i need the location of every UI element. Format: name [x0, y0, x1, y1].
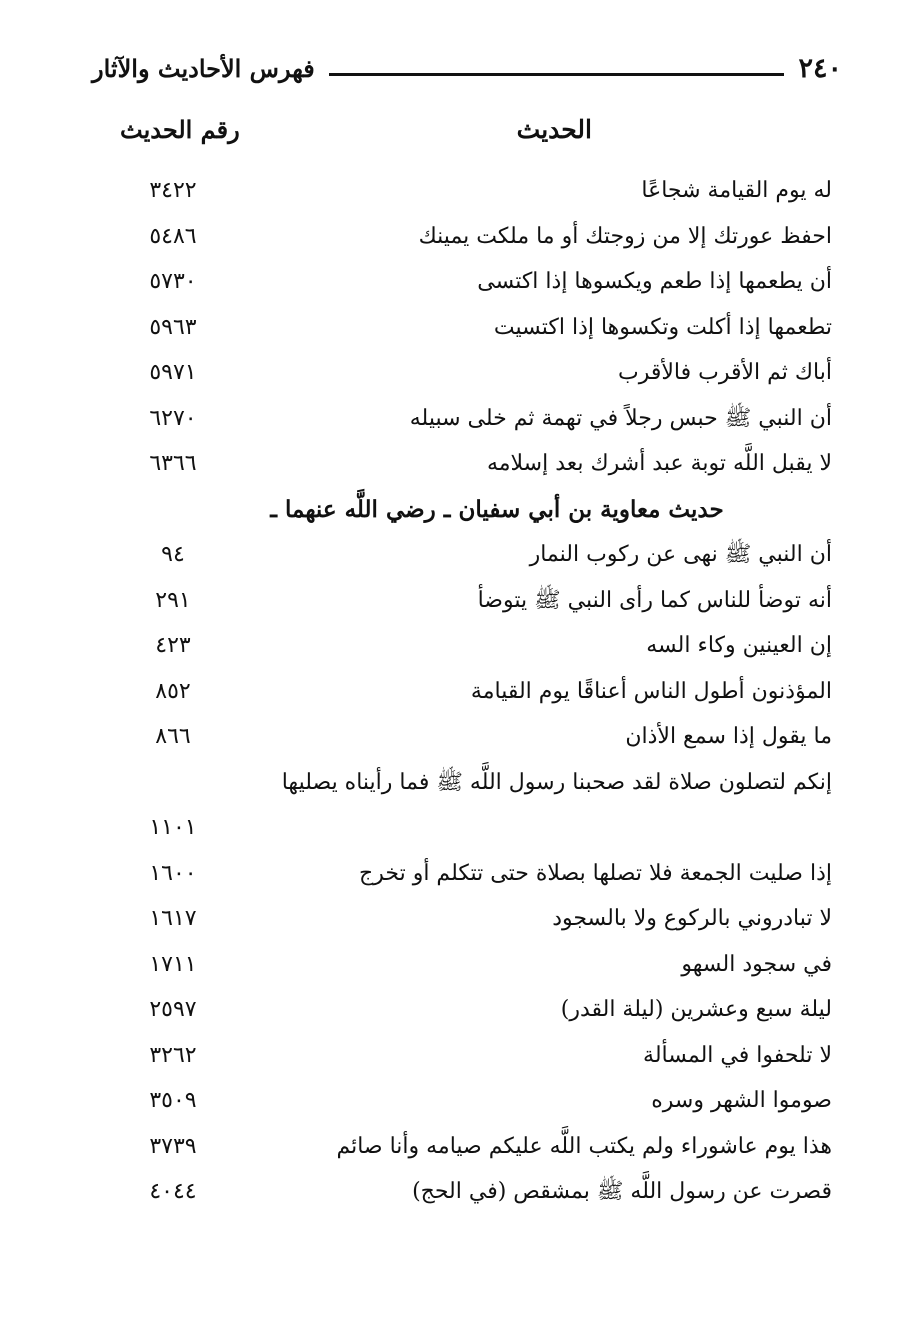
list-item — [92, 1033, 842, 1079]
hadith-number: ١٦٠٠ — [149, 860, 197, 886]
list-item — [92, 214, 842, 260]
hadith-number: ٥٧٣٠ — [149, 269, 197, 294]
list-item — [92, 259, 842, 305]
hadith-text: لا تلحفوا في المسألة — [643, 1042, 832, 1068]
hadith-text: صوموا الشهر وسره — [651, 1088, 832, 1113]
hadith-text: في سجود السهو — [681, 951, 832, 977]
hadith-text: ما يقول إذا سمع الأذان — [625, 724, 832, 749]
list-item — [92, 168, 842, 214]
hadith-text: أن يطعمها إذا طعم ويكسوها إذا اكتسى — [477, 269, 832, 294]
hadith-index-list — [92, 168, 842, 1215]
hadith-text: أن النبي ﷺ حبس رجلاً في تهمة ثم خلى سبيله — [409, 405, 832, 431]
list-item — [92, 942, 842, 988]
hadith-text: أنه توضأ للناس كما رأى النبي ﷺ يتوضأ — [477, 587, 832, 613]
hadith-number: ٢٩١ — [155, 587, 191, 613]
list-item — [92, 532, 842, 578]
hadith-text: له يوم القيامة شجاعًا — [641, 178, 832, 203]
column-heading-hadith: الحديث — [516, 115, 592, 144]
hadith-number: ٦٣٦٦ — [149, 451, 197, 476]
list-item — [92, 396, 842, 442]
hadith-number: ٣٤٢٢ — [149, 178, 197, 203]
hadith-number: ١١٠١ — [149, 815, 197, 840]
hadith-number: ٣٧٣٩ — [149, 1133, 197, 1159]
hadith-text: ليلة سبع وعشرين (ليلة القدر) — [560, 997, 832, 1022]
hadith-number: ٨٦٦ — [155, 724, 191, 749]
hadith-number: ٦٢٧٠ — [149, 405, 197, 431]
hadith-number: ٥٩٧١ — [149, 360, 197, 385]
hadith-number: ١٦١٧ — [149, 906, 197, 931]
hadith-text: لا تبادروني بالركوع ولا بالسجود — [552, 906, 832, 931]
list-item — [92, 714, 842, 760]
hadith-text: تطعمها إذا أكلت وتكسوها إذا اكتسيت — [493, 314, 832, 340]
running-title: فهرس الأحاديث والآثار — [92, 53, 315, 83]
list-item — [92, 1169, 842, 1215]
list-item — [92, 1124, 842, 1170]
hadith-number: ٤٠٤٤ — [149, 1179, 197, 1204]
list-item — [92, 623, 842, 669]
hadith-text: احفظ عورتك إلا من زوجتك أو ما ملكت يمينك — [418, 223, 832, 249]
hadith-number: ٩٤ — [161, 542, 185, 567]
list-item — [92, 1078, 842, 1124]
hadith-text: أن النبي ﷺ نهى عن ركوب النمار — [529, 542, 832, 567]
list-item — [92, 760, 842, 851]
column-heading-number: رقم الحديث — [120, 115, 240, 144]
hadith-text: إن العينين وكاء السه — [646, 633, 832, 658]
hadith-number: ٥٩٦٣ — [149, 314, 197, 340]
hadith-number: ٣٢٦٢ — [149, 1042, 197, 1068]
hadith-text: إذا صليت الجمعة فلا تصلها بصلاة حتى تتكلم أو تخرج — [359, 860, 832, 886]
list-item — [92, 896, 842, 942]
section-title: حديث معاوية بن أبي سفيان ـ رضي اللَّه عنهما ـ — [270, 495, 724, 523]
list-item — [92, 987, 842, 1033]
hadith-number: ٨٥٢ — [155, 678, 191, 704]
hadith-text: المؤذنون أطول الناس أعناقًا يوم القيامة — [470, 678, 832, 704]
hadith-number: ٥٤٨٦ — [149, 223, 197, 249]
list-item — [92, 851, 842, 897]
hadith-text: لا يقبل اللَّه توبة عبد أشرك بعد إسلامه — [486, 451, 832, 476]
list-item — [92, 350, 842, 396]
hadith-text: هذا يوم عاشوراء ولم يكتب اللَّه عليكم صيامه وأنا صائم — [336, 1133, 832, 1159]
page-number: ٢٤٠ — [798, 52, 842, 84]
hadith-number: ٣٥٠٩ — [149, 1088, 197, 1113]
header-rule — [329, 73, 785, 76]
hadith-number: ٤٢٣ — [155, 633, 191, 658]
hadith-number: ٢٥٩٧ — [149, 997, 197, 1022]
list-item — [92, 305, 842, 351]
hadith-text: أباك ثم الأقرب فالأقرب — [618, 360, 832, 385]
hadith-number: ١٧١١ — [149, 951, 197, 977]
hadith-text: قصرت عن رسول اللَّه ﷺ بمشقص (في الحج) — [412, 1179, 832, 1204]
list-item — [92, 578, 842, 624]
hadith-text: إنكم لتصلون صلاة لقد صحبنا رسول اللَّه ﷺ فما رأيناه يصليها — [281, 769, 832, 795]
list-item — [92, 669, 842, 715]
column-headings — [92, 115, 842, 155]
running-header — [92, 48, 842, 88]
list-item — [92, 441, 842, 487]
